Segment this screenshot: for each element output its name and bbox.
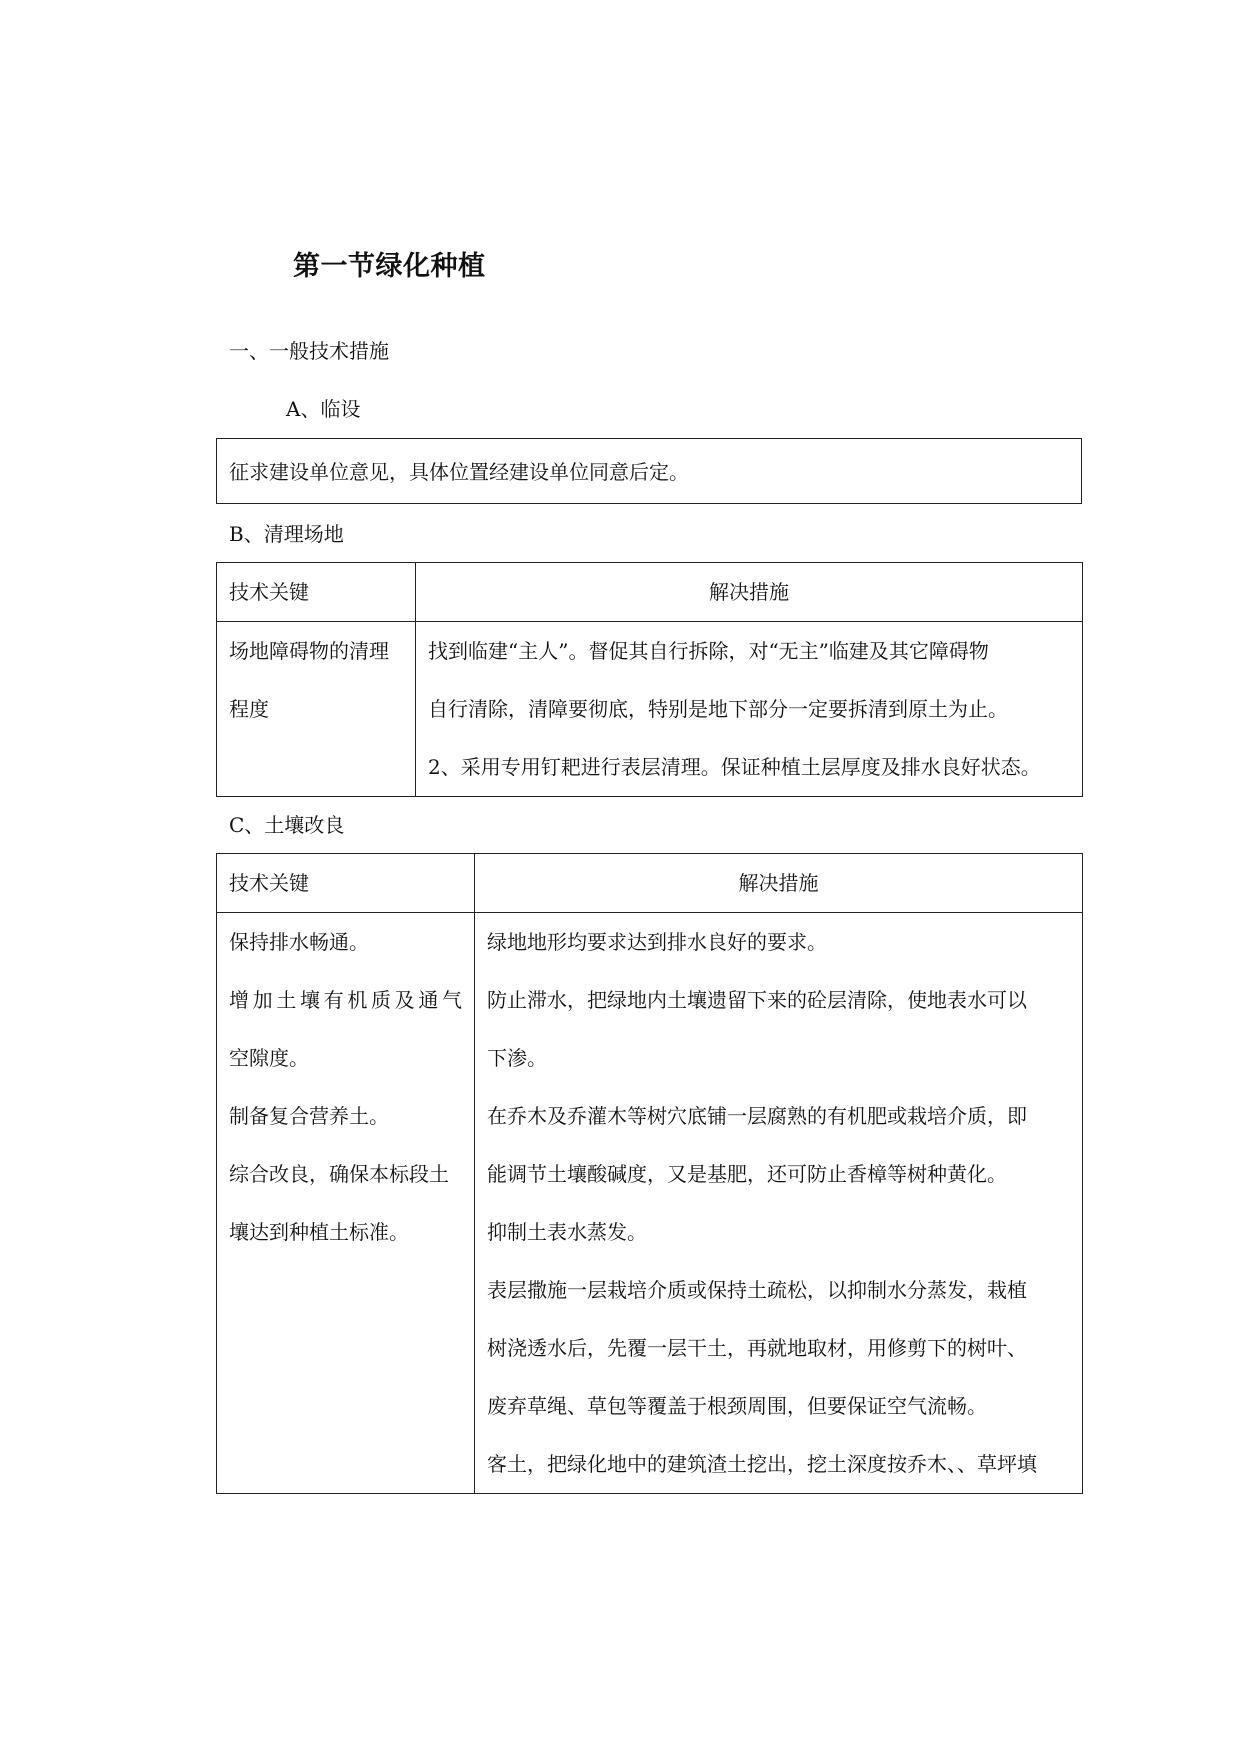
solution-cell xyxy=(416,622,1083,797)
soil-improvement-table xyxy=(216,853,1083,1494)
tech-key-line: 增加土壤有机质及通气 xyxy=(229,988,462,1012)
tech-key-line: 场地障碍物的清理 xyxy=(229,639,389,663)
table-row xyxy=(217,622,1083,797)
subsection-a-label: A、临设 xyxy=(286,397,361,421)
solution-line: 防止滞水，把绿地内土壤遗留下来的砼层清除，使地表水可以 xyxy=(487,988,1027,1012)
subsection-a-content: 征求建设单位意见，具体位置经建设单位同意后定。 xyxy=(229,460,689,484)
tech-key-line: 壤达到种植土标准。 xyxy=(229,1220,409,1244)
section-heading-general-measures: 一、一般技术措施 xyxy=(229,339,389,363)
solution-line: 在乔木及乔灌木等树穴底铺一层腐熟的有机肥或栽培介质，即 xyxy=(487,1104,1027,1128)
solution-line: 找到临建“主人”。督促其自行拆除，对“无主”临建及其它障碍物 xyxy=(428,639,989,663)
tech-key-line: 制备复合营养土。 xyxy=(229,1104,389,1128)
solution-line: 废弃草绳、草包等覆盖于根颈周围，但要保证空气流畅。 xyxy=(487,1394,987,1418)
solution-line: 能调节土壤酸碱度，又是基肥，还可防止香樟等树种黄化。 xyxy=(487,1162,1007,1186)
header-tech-key: 技术关键 xyxy=(217,563,416,622)
table-row xyxy=(217,913,1083,1494)
subsection-b-label: B、清理场地 xyxy=(229,522,344,546)
subsection-a-content-box xyxy=(216,438,1082,504)
solution-line: 绿地地形均要求达到排水良好的要求。 xyxy=(487,930,827,954)
table-header-row xyxy=(217,854,1083,913)
tech-key-cell xyxy=(217,622,416,797)
solution-line: 自行清除，清障要彻底，特别是地下部分一定要拆清到原土为止。 xyxy=(428,697,1008,721)
solution-line: 客土，把绿化地中的建筑渣土挖出，挖土深度按乔木、、草坪填 xyxy=(487,1452,1037,1476)
tech-key-line: 综合改良，确保本标段土 xyxy=(229,1162,449,1186)
header-solution: 解决措施 xyxy=(416,563,1083,622)
page-title: 第一节绿化种植 xyxy=(293,251,486,282)
tech-key-line: 保持排水畅通。 xyxy=(229,930,369,954)
solution-line: 2、采用专用钉耙进行表层清理。保证种植土层厚度及排水良好状态。 xyxy=(428,755,1041,779)
header-tech-key: 技术关键 xyxy=(217,854,475,913)
subsection-c-label: C、土壤改良 xyxy=(229,813,345,837)
tech-key-line: 程度 xyxy=(229,697,269,721)
solution-line: 下渗。 xyxy=(487,1046,547,1070)
table-header-row xyxy=(217,563,1083,622)
tech-key-line: 空隙度。 xyxy=(229,1046,309,1070)
solution-line: 树浇透水后，先覆一层干土，再就地取材，用修剪下的树叶、 xyxy=(487,1336,1027,1360)
solution-line: 抑制土表水蒸发。 xyxy=(487,1220,647,1244)
solution-line: 表层撒施一层栽培介质或保持土疏松，以抑制水分蒸发，栽植 xyxy=(487,1278,1027,1302)
header-solution: 解决措施 xyxy=(475,854,1083,913)
site-clearing-table xyxy=(216,562,1083,797)
solution-cell xyxy=(475,913,1083,1494)
tech-key-cell xyxy=(217,913,475,1494)
